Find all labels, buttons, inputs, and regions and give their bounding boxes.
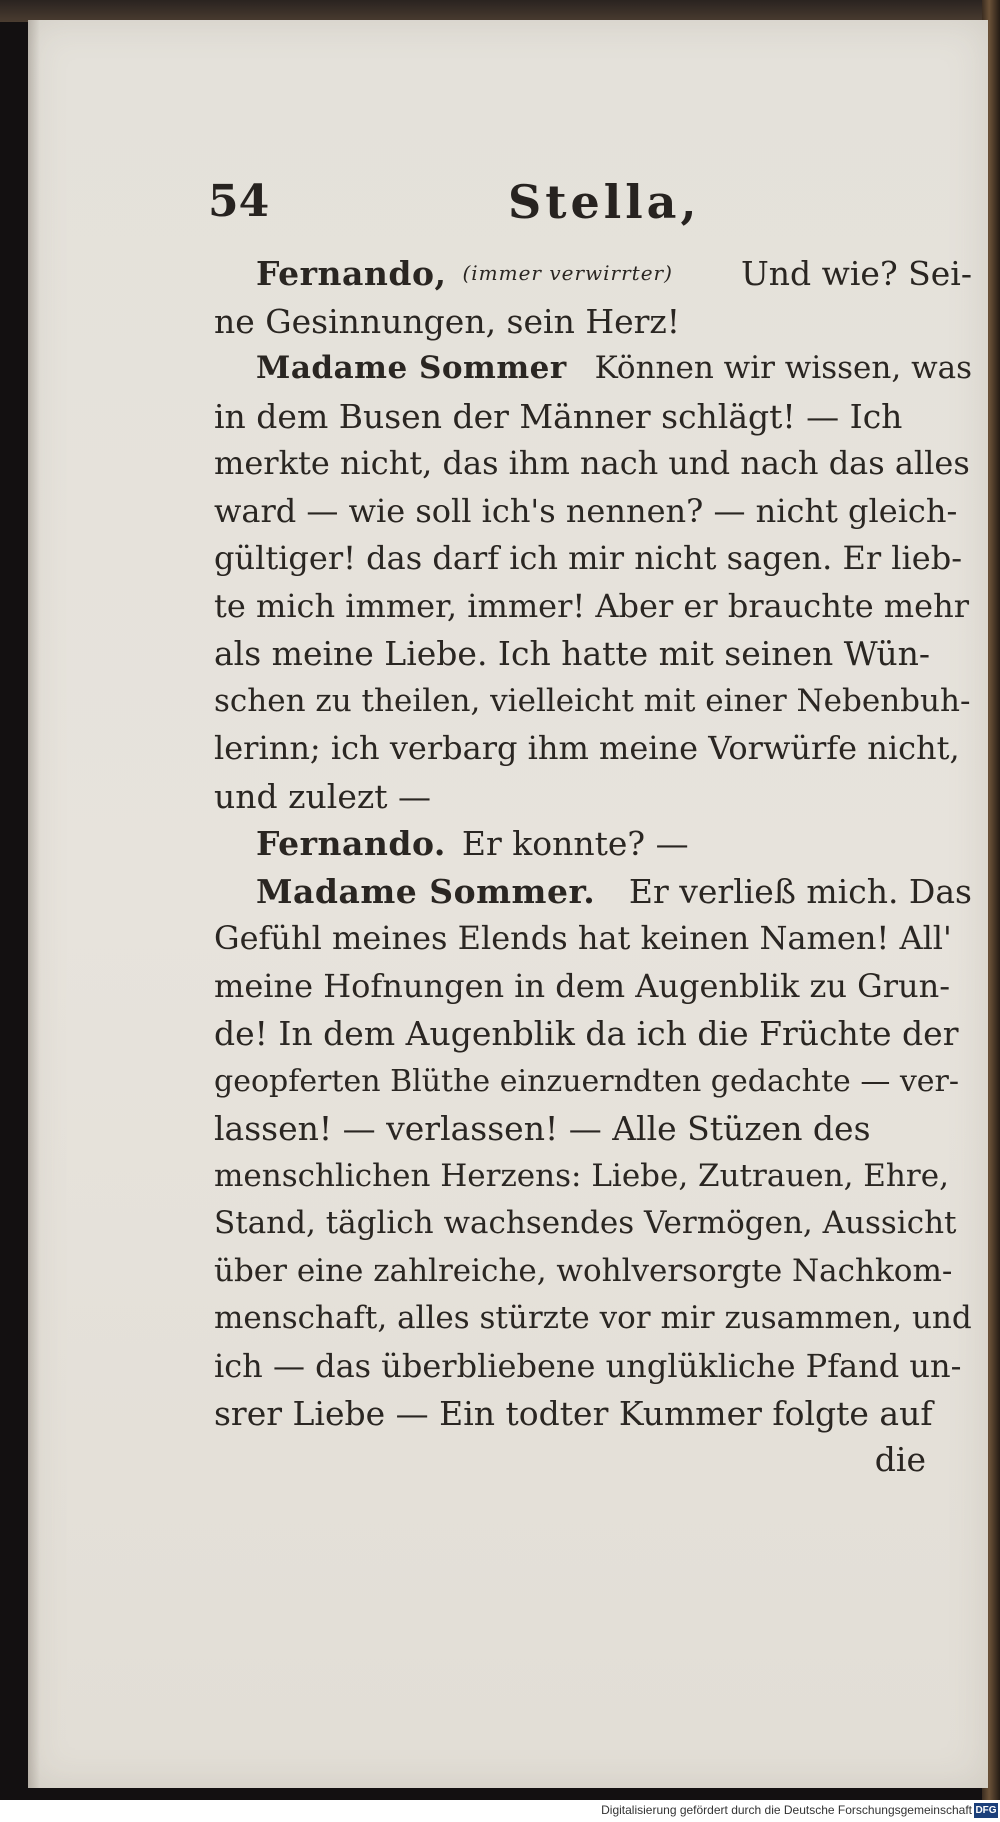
line-text: gültiger! das darf ich mir nicht sagen. Er lieb- [214, 539, 962, 577]
digitization-footer [0, 1800, 1000, 1822]
page-number: 54 [208, 176, 270, 227]
funding-credit: Digitalisierung gefördert durch die Deutsche Forschungsgemeinschaft [601, 1803, 972, 1817]
text-line [214, 583, 972, 631]
text-line [214, 535, 972, 583]
running-head [208, 172, 968, 232]
text-line [214, 1390, 972, 1438]
line-text: lerinn; ich verbarg ihm meine Vorwürfe nicht, [214, 729, 960, 767]
speaker-name: Madame Sommer [256, 350, 567, 386]
running-title: Stella, [508, 175, 701, 229]
text-line [214, 1343, 972, 1391]
line-text: Und wie? Sei- [740, 254, 972, 293]
speaker-name: Madame Sommer. [256, 871, 596, 911]
text-line [214, 345, 972, 393]
body-text [214, 250, 972, 1438]
text-line [214, 963, 972, 1011]
text-line [214, 678, 972, 726]
line-text: srer Liebe — Ein todter Kummer folgte auf [214, 1394, 933, 1433]
text-line [214, 773, 972, 821]
text-line [214, 915, 972, 963]
text-line [214, 1295, 972, 1343]
line-text: als meine Liebe. Ich hatte mit seinen Wün- [214, 634, 931, 673]
text-line [214, 298, 972, 346]
line-text: Er verließ mich. Das [628, 871, 972, 911]
line-text: und zulezt — [214, 776, 431, 816]
line-text: Er konnte? — [461, 824, 689, 863]
speaker-name: Fernando, [256, 254, 447, 293]
line-text: de! In dem Augenblik da ich die Früchte der [214, 1014, 959, 1053]
line-text: in dem Busen der Männer schlägt! — Ich [214, 396, 903, 436]
page-gutter-shadow [28, 20, 40, 1788]
line-text: ich — das überbliebene unglükliche Pfand un- [214, 1346, 962, 1385]
line-text: geopferten Blüthe einzuerndten gedachte — ver- [214, 1063, 960, 1099]
text-line [214, 1153, 972, 1201]
line-text: te mich immer, immer! Aber er brauchte mehr [214, 586, 969, 625]
text-line [214, 1058, 972, 1106]
catchword: die [874, 1440, 926, 1479]
line-text: ne Gesinnungen, sein Herz! [214, 301, 681, 341]
line-text: lassen! — verlassen! — Alle Stüzen des [214, 1109, 871, 1148]
stage-direction: (immer verwirrter) [462, 261, 673, 285]
line-text: Können wir wissen, was [594, 350, 972, 386]
line-text: über eine zahlreiche, wohlversorgte Nachkom- [214, 1252, 953, 1289]
text-line [214, 1010, 972, 1058]
text-line [214, 440, 972, 488]
text-line [214, 630, 972, 678]
book-binding-top [0, 0, 1000, 22]
text-line [214, 1248, 972, 1296]
line-text: meine Hofnungen in dem Augenblik zu Grun- [214, 966, 951, 1005]
text-line [214, 488, 972, 536]
line-text: menschlichen Herzens: Liebe, Zutrauen, Ehre, [214, 1157, 949, 1194]
speaker-name: Fernando. [256, 824, 446, 863]
line-text: Gefühl meines Elends hat keinen Namen! All' [214, 919, 952, 957]
text-line [214, 1200, 972, 1248]
dfg-logo-icon: DFG [975, 1805, 997, 1816]
text-line [214, 820, 972, 868]
line-text: menschaft, alles stürzte vor mir zusammen, und [214, 1300, 972, 1336]
text-line [214, 725, 972, 773]
text-line [214, 393, 972, 441]
text-line [214, 868, 972, 916]
text-line [214, 250, 972, 298]
text-line [214, 1105, 972, 1153]
line-text: ward — wie soll ich's nennen? — nicht gleich- [214, 491, 958, 530]
line-text: schen zu theilen, vielleicht mit einer Nebenbuh- [214, 682, 971, 719]
book-page [28, 20, 988, 1788]
line-text: Stand, täglich wachsendes Vermögen, Aussicht [214, 1205, 957, 1241]
line-prefix [256, 250, 689, 298]
line-text: merkte nicht, das ihm nach und nach das alles [214, 444, 970, 482]
